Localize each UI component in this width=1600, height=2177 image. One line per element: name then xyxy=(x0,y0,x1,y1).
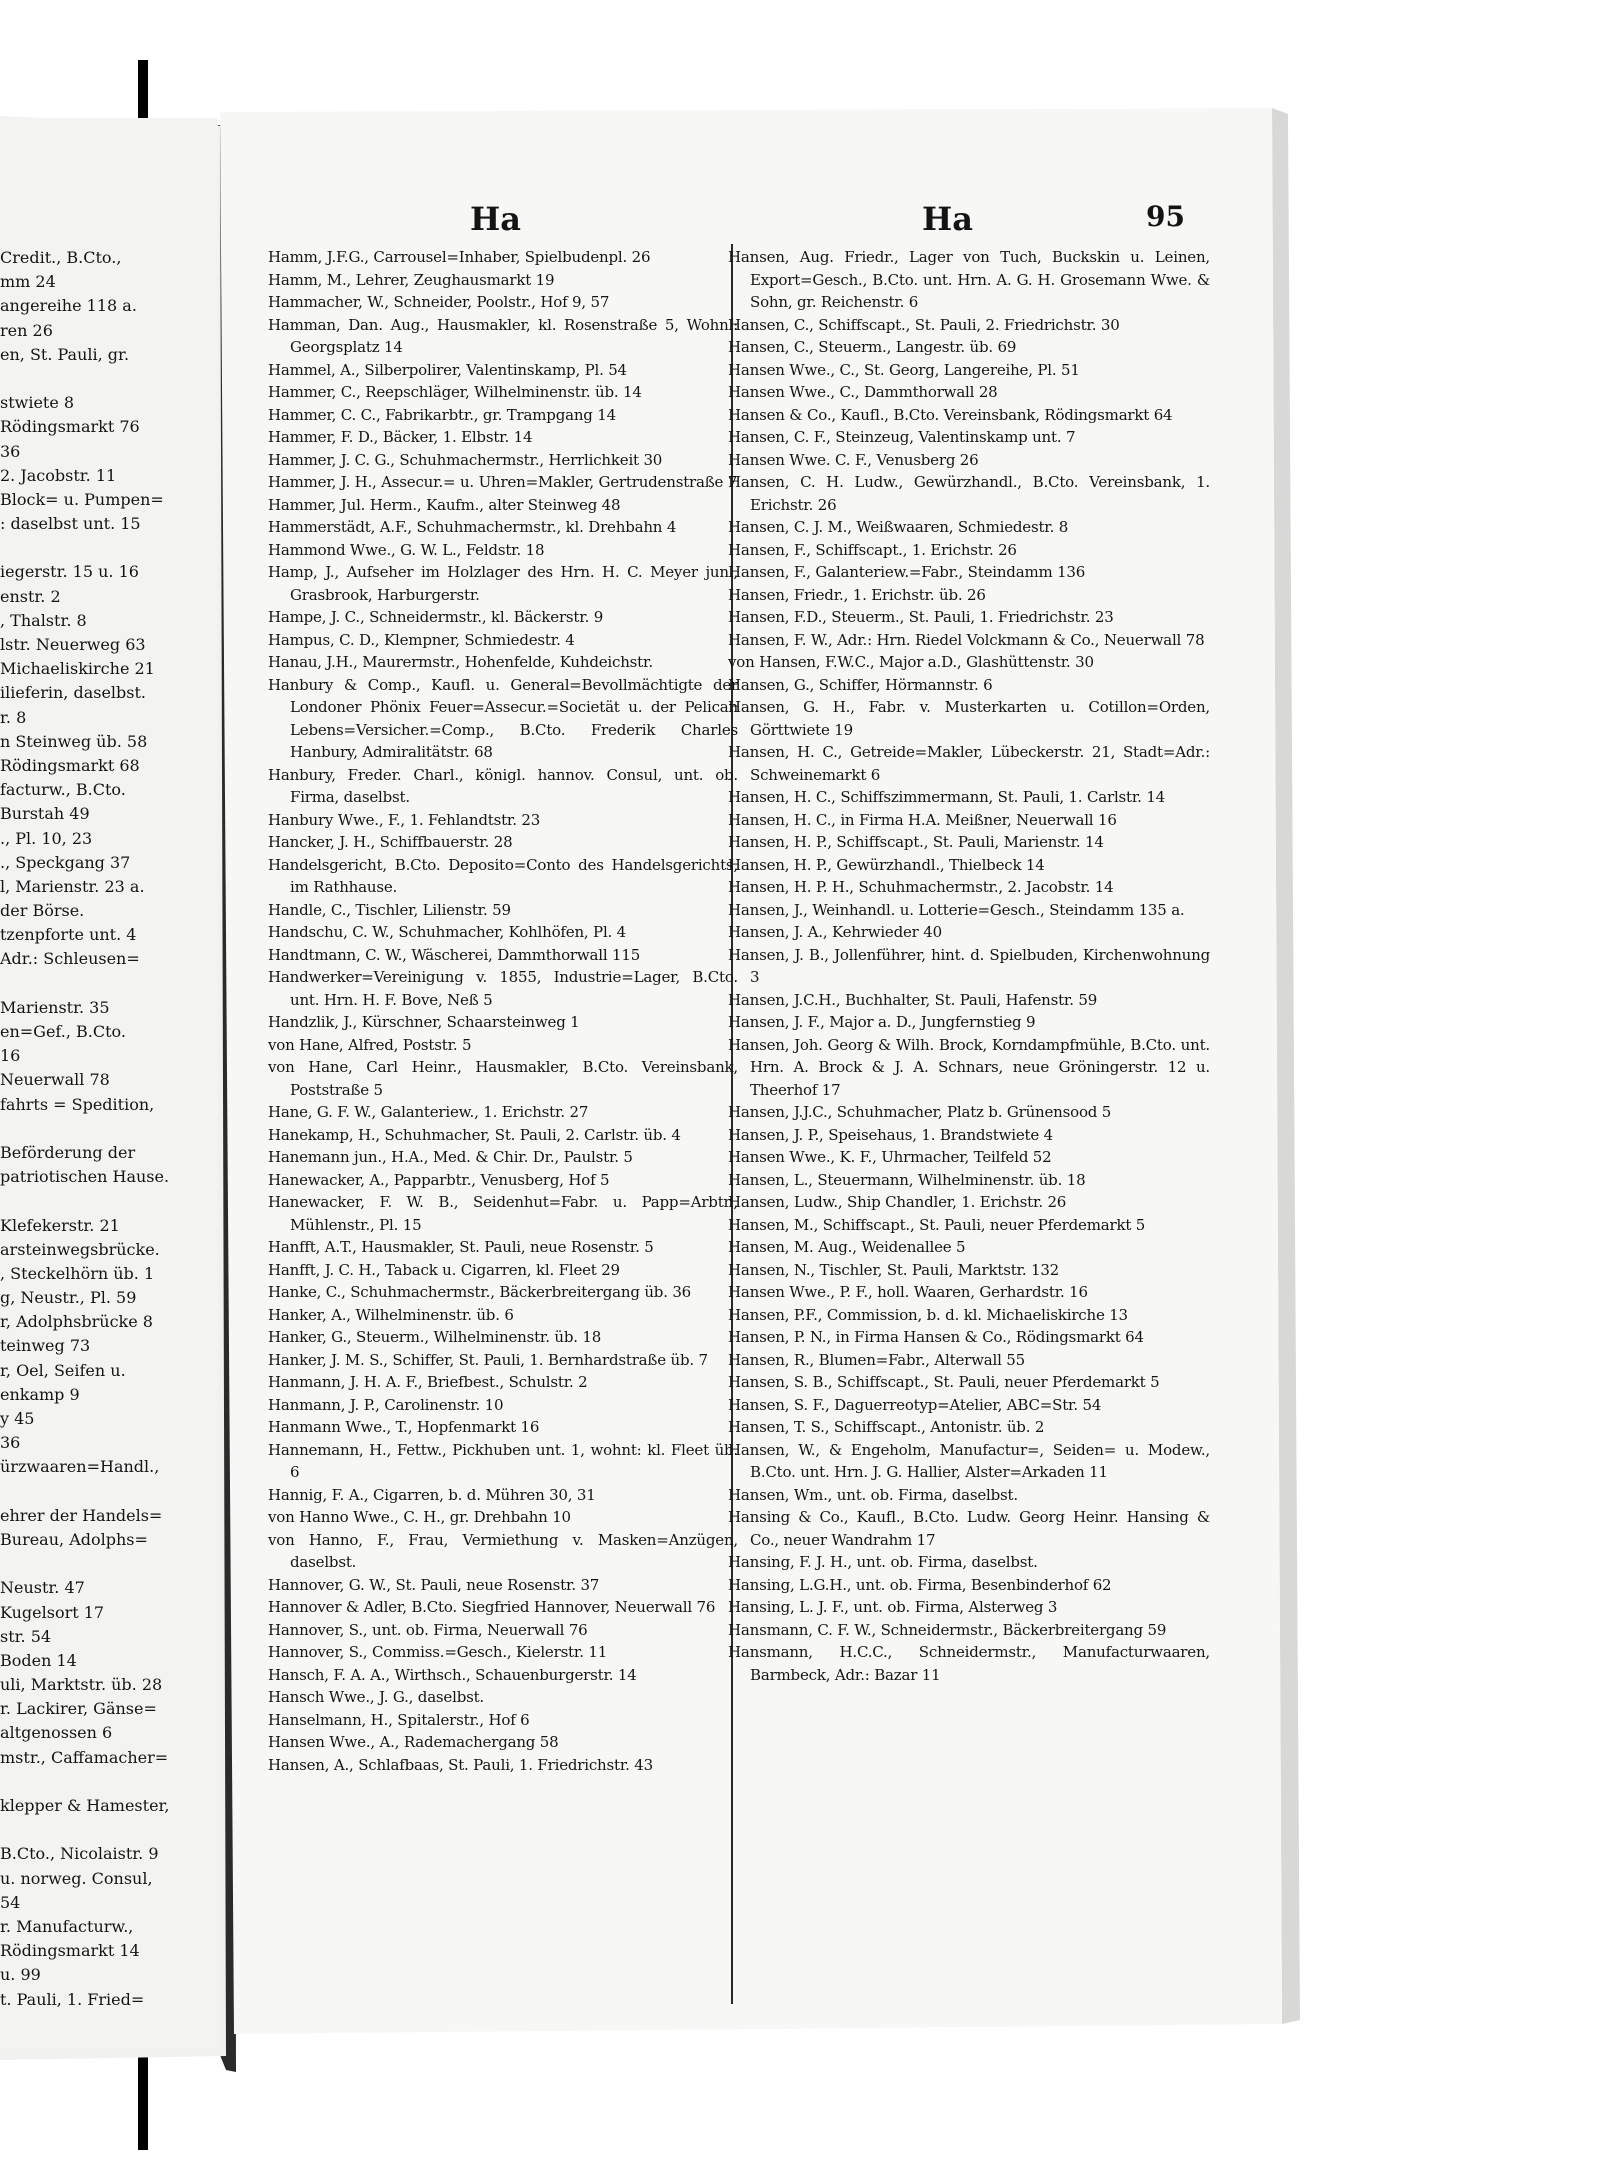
left-page-line: g, Neustr., Pl. 59 xyxy=(0,1288,137,1308)
directory-entry: Hansen, A., Schlafbaas, St. Pauli, 1. Friedrichstr. 43 xyxy=(268,1755,653,1774)
directory-entry: Hansen, R., Blumen=Fabr., Alterwall 55 xyxy=(728,1350,1025,1369)
directory-entry: Hanbury, Freder. Charl., königl. hannov. Consul, unt. ob. Firma, daselbst. xyxy=(268,765,738,806)
directory-entry: Hansen, J. F., Major a. D., Jungfernstieg 9 xyxy=(728,1013,1036,1031)
directory-entry: Hansing, F. J. H., unt. ob. Firma, daselbst. xyxy=(728,1553,1038,1571)
directory-entry: Hansen, H. C., Schiffszimmermann, St. Pauli, 1. Carlstr. 14 xyxy=(728,788,1166,806)
left-page-line: r, Oel, Seifen u. xyxy=(0,1360,126,1380)
directory-entry: Hansen, Friedr., 1. Erichstr. üb. 26 xyxy=(728,585,986,604)
directory-entry: Hammer, F. D., Bäcker, 1. Elbstr. 14 xyxy=(268,428,533,446)
directory-entry: Hansen, C., Schiffscapt., St. Pauli, 2. Friedrichstr. 30 xyxy=(728,315,1120,334)
left-page-line xyxy=(0,367,218,391)
directory-entry: Hansen, Aug. Friedr., Lager von Tuch, Buckskin u. Leinen, Export=Gesch., B.Cto. unt. Hrn. A. G. H. Grosemann Wwe. & Sohn, gr. Reichenstr. 6 xyxy=(728,248,1210,311)
directory-entry: Hancker, J. H., Schiffbauerstr. 28 xyxy=(268,833,513,851)
directory-entry: von Hanno Wwe., C. H., gr. Drehbahn 10 xyxy=(268,1508,571,1526)
directory-entry: Hannover, S., Commiss.=Gesch., Kielerstr. 11 xyxy=(268,1643,608,1661)
left-page-line: 16 xyxy=(0,1046,21,1066)
directory-entry: Hansen, N., Tischler, St. Pauli, Marktstr. 132 xyxy=(728,1260,1060,1279)
left-page-line: n Steinweg üb. 58 xyxy=(0,731,148,751)
left-page-line: Klefekerstr. 21 xyxy=(0,1215,120,1235)
directory-entry: Hanselmann, H., Spitalerstr., Hof 6 xyxy=(268,1710,530,1729)
directory-entry: Hansen, C. J. M., Weißwaaren, Schmiedestr. 8 xyxy=(728,518,1069,536)
left-page-line: altgenossen 6 xyxy=(0,1723,113,1743)
directory-entry: Hammel, A., Silberpolirer, Valentinskamp, Pl. 54 xyxy=(268,360,627,379)
left-page-line: r. 8 xyxy=(0,707,27,727)
directory-entry: Hansen Wwe., A., Rademachergang 58 xyxy=(268,1733,559,1751)
directory-entry: Hansen, Wm., unt. ob. Firma, daselbst. xyxy=(728,1485,1018,1504)
left-page-line: Michaeliskirche 21 xyxy=(0,659,155,679)
directory-entry: Hanau, J.H., Maurermstr., Hohenfelde, Kuhdeichstr. xyxy=(268,653,653,671)
left-page-line: , Thalstr. 8 xyxy=(0,610,87,630)
left-page-line: 54 xyxy=(0,1892,21,1912)
directory-entry: Hanker, J. M. S., Schiffer, St. Pauli, 1. Bernhardstraße üb. 7 xyxy=(268,1350,708,1369)
directory-entry: Hanfft, J. C. H., Taback u. Cigarren, kl. Fleet 29 xyxy=(268,1260,620,1279)
directory-entry: Hanewacker, F. W. B., Seidenhut=Fabr. u. Papp=Arbtr., Mühlenstr., Pl. 15 xyxy=(268,1193,738,1234)
left-page-line: mstr., Caffamacher= xyxy=(0,1747,169,1767)
left-page-line: Marienstr. 35 xyxy=(0,997,110,1017)
directory-entry: Hansen, P.F., Commission, b. d. kl. Michaeliskirche 13 xyxy=(728,1305,1128,1324)
left-page-line: Boden 14 xyxy=(0,1650,77,1670)
left-page-line: enstr. 2 xyxy=(0,586,61,606)
directory-entry: Hamm, J.F.G., Carrousel=Inhaber, Spielbudenpl. 26 xyxy=(268,248,651,266)
directory-entry: Hansen, H. P. H., Schuhmachermstr., 2. Jacobstr. 14 xyxy=(728,878,1114,896)
directory-column-left xyxy=(268,246,738,1776)
left-page-line: patriotischen Hause. xyxy=(0,1167,170,1187)
directory-entry: Hansing, L.G.H., unt. ob. Firma, Besenbinderhof 62 xyxy=(728,1575,1112,1594)
left-page-line: Beförderung der xyxy=(0,1142,136,1162)
left-page-line: y 45 xyxy=(0,1409,35,1428)
directory-entry: Hansen, G. H., Fabr. v. Musterkarten u. Cotillon=Orden, Görttwiete 19 xyxy=(728,698,1210,739)
left-page-fragment xyxy=(0,118,218,2048)
directory-entry: Hanemann jun., H.A., Med. & Chir. Dr., Paulstr. 5 xyxy=(268,1148,633,1166)
left-page-line: Adr.: Schleusen= xyxy=(0,949,140,969)
directory-entry: Hansen, M., Schiffscapt., St. Pauli, neuer Pferdemarkt 5 xyxy=(728,1215,1146,1234)
directory-entry: Hansen Wwe., C., Dammthorwall 28 xyxy=(728,383,998,401)
left-page-line: angereihe 118 a. xyxy=(0,296,137,316)
directory-entry: Hammer, J. H., Assecur.= u. Uhren=Makler, Gertrudenstraße 7 xyxy=(268,473,738,491)
left-page-line: 2. Jacobstr. 11 xyxy=(0,465,117,485)
directory-entry: Hansen, C. F., Steinzeug, Valentinskamp unt. 7 xyxy=(728,428,1076,446)
left-page-line: facturw., B.Cto. xyxy=(0,780,126,800)
left-page-line: Neustr. 47 xyxy=(0,1578,85,1598)
directory-entry: Handtmann, C. W., Wäscherei, Dammthorwall 115 xyxy=(268,945,641,964)
directory-entry: Hansen, H. C., in Firma H.A. Meißner, Neuerwall 16 xyxy=(728,810,1117,829)
left-page-lines xyxy=(0,246,218,2012)
directory-entry: Hansen, G., Schiffer, Hörmannstr. 6 xyxy=(728,675,993,694)
directory-entry: Hansen, W., & Engeholm, Manufactur=, Seiden= u. Modew., B.Cto. unt. Hrn. J. G. Hallier, Alster=Arkaden 11 xyxy=(728,1440,1210,1481)
left-page-line: u. norweg. Consul, xyxy=(0,1868,153,1888)
directory-entry: Hanmann, J. P., Carolinenstr. 10 xyxy=(268,1395,504,1414)
running-head-right: Ha xyxy=(922,200,973,238)
left-page-line: : daselbst unt. 15 xyxy=(0,514,141,534)
left-page-line: ., Pl. 10, 23 xyxy=(0,828,93,848)
directory-entry: von Hane, Alfred, Poststr. 5 xyxy=(268,1035,472,1054)
directory-entry: Hansen, F. W., Adr.: Hrn. Riedel Volckmann & Co., Neuerwall 78 xyxy=(728,630,1205,649)
directory-entry: Handle, C., Tischler, Lilienstr. 59 xyxy=(268,900,511,919)
left-page-line: Bureau, Adolphs= xyxy=(0,1529,148,1549)
left-page-line xyxy=(0,1552,218,1576)
directory-entry: Hansen, H. P., Gewürzhandl., Thielbeck 14 xyxy=(728,855,1045,874)
directory-entry: Hansen, F., Schiffscapt., 1. Erichstr. 26 xyxy=(728,540,1017,559)
directory-entry: Hanker, G., Steuerm., Wilhelminenstr. üb. 18 xyxy=(268,1328,602,1346)
left-page-line: Kugelsort 17 xyxy=(0,1602,105,1622)
directory-entry: Hanekamp, H., Schuhmacher, St. Pauli, 2. Carlstr. üb. 4 xyxy=(268,1125,681,1144)
left-page-line: fahrts = Spedition, xyxy=(0,1094,155,1114)
directory-entry: Hansen & Co., Kaufl., B.Cto. Vereinsbank, Rödingsmarkt 64 xyxy=(728,405,1173,424)
left-page-line: stwiete 8 xyxy=(0,393,75,413)
left-page-line: ren 26 xyxy=(0,320,53,340)
directory-entry: Hansen, F., Galanteriew.=Fabr., Steindamm 136 xyxy=(728,563,1086,581)
left-page-line xyxy=(0,1480,218,1504)
left-page-line: Rödingsmarkt 76 xyxy=(0,417,140,437)
directory-entry: Hanmann Wwe., T., Hopfenmarkt 16 xyxy=(268,1418,540,1436)
left-page-line: u. 99 xyxy=(0,1965,41,1985)
directory-entry: Hansen Wwe., C., St. Georg, Langereihe, Pl. 51 xyxy=(728,360,1080,379)
directory-entry: Hansmann, C. F. W., Schneidermstr., Bäckerbreitergang 59 xyxy=(728,1620,1167,1639)
directory-entry: Hansing, L. J. F., unt. ob. Firma, Alsterweg 3 xyxy=(728,1598,1058,1616)
directory-entry: Hanfft, A.T., Hausmakler, St. Pauli, neue Rosenstr. 5 xyxy=(268,1238,654,1256)
left-page-line: Block= u. Pumpen= xyxy=(0,489,164,509)
directory-entry: Hansen, J.C.H., Buchhalter, St. Pauli, Hafenstr. 59 xyxy=(728,990,1098,1009)
directory-entry: Handschu, C. W., Schuhmacher, Kohlhöfen, Pl. 4 xyxy=(268,923,627,941)
left-page-line: l, Marienstr. 23 a. xyxy=(0,876,145,896)
directory-entry: Hannover & Adler, B.Cto. Siegfried Hannover, Neuerwall 76 xyxy=(268,1598,716,1616)
left-page-line: tzenpforte unt. 4 xyxy=(0,925,137,945)
left-page-line: ilieferin, daselbst. xyxy=(0,683,146,703)
directory-entry: Handelsgericht, B.Cto. Deposito=Conto des Handelsgerichts, im Rathhause. xyxy=(268,855,738,896)
left-page-line: str. 54 xyxy=(0,1626,52,1646)
page-number: 95 xyxy=(1146,200,1185,233)
left-page-line: lstr. Neuerweg 63 xyxy=(0,635,146,654)
left-page-line: r. Lackirer, Gänse= xyxy=(0,1699,157,1719)
directory-entry: Hansen, F.D., Steuerm., St. Pauli, 1. Friedrichstr. 23 xyxy=(728,608,1114,626)
left-page-line xyxy=(0,1818,218,1842)
directory-entry: Hampe, J. C., Schneidermstr., kl. Bäckerstr. 9 xyxy=(268,608,604,626)
left-page-line: , Steckelhörn üb. 1 xyxy=(0,1263,155,1283)
directory-entry: Hansen, S. F., Daguerreotyp=Atelier, ABC=Str. 54 xyxy=(728,1395,1102,1414)
left-page-line: r. Manufacturw., xyxy=(0,1916,134,1936)
left-page-line: mm 24 xyxy=(0,272,56,292)
directory-entry: Hansen, H. C., Getreide=Makler, Lübeckerstr. 21, Stadt=Adr.: Schweinemarkt 6 xyxy=(728,743,1210,784)
directory-entry: Hansen, Joh. Georg & Wilh. Brock, Korndampfmühle, B.Cto. unt. Hrn. A. Brock & J. A. Schnars, neue Gröningerstr. 12 u. Theerhof 17 xyxy=(728,1035,1210,1099)
left-page-line: B.Cto., Nicolaistr. 9 xyxy=(0,1844,159,1864)
directory-entry: Hammerstädt, A.F., Schuhmachermstr., kl. Drehbahn 4 xyxy=(268,518,677,536)
directory-entry: Hamm, M., Lehrer, Zeughausmarkt 19 xyxy=(268,270,555,289)
left-page-line: ehrer der Handels= xyxy=(0,1505,163,1525)
left-page-line: enkamp 9 xyxy=(0,1384,80,1404)
left-page-line: iegerstr. 15 u. 16 xyxy=(0,562,139,582)
directory-entry: Hansen, J., Weinhandl. u. Lotterie=Gesch., Steindamm 135 a. xyxy=(728,900,1185,919)
directory-entry: Hansen, J. P., Speisehaus, 1. Brandstwiete 4 xyxy=(728,1125,1053,1144)
directory-entry: Hansen, J. A., Kehrwieder 40 xyxy=(728,923,942,941)
directory-entry: Hansen Wwe., K. F., Uhrmacher, Teilfeld 52 xyxy=(728,1148,1052,1166)
directory-entry: Hanmann, J. H. A. F., Briefbest., Schulstr. 2 xyxy=(268,1373,588,1391)
left-page-line xyxy=(0,972,218,996)
directory-entry: Hansen, J. B., Jollenführer, hint. d. Spielbuden, Kirchenwohnung 3 xyxy=(728,945,1210,986)
left-page-line: teinweg 73 xyxy=(0,1336,91,1356)
directory-column-right xyxy=(728,246,1210,1686)
left-page-line xyxy=(0,1189,218,1213)
directory-entry: Hammer, C. C., Fabrikarbtr., gr. Trampgang 14 xyxy=(268,405,616,424)
directory-entry: Handzlik, J., Kürschner, Schaarsteinweg 1 xyxy=(268,1013,580,1031)
left-page-line: 36 xyxy=(0,1433,21,1453)
directory-entry: Hammer, Jul. Herm., Kaufm., alter Steinweg 48 xyxy=(268,495,621,514)
left-page-line: ., Speckgang 37 xyxy=(0,852,131,872)
left-page-line: ürzwaaren=Handl., xyxy=(0,1457,160,1477)
left-page-line: r, Adolphsbrücke 8 xyxy=(0,1312,153,1332)
left-page-line: Burstah 49 xyxy=(0,804,90,824)
left-page-line xyxy=(0,1770,218,1794)
directory-entry: Hansen, H. P., Schiffscapt., St. Pauli, Marienstr. 14 xyxy=(728,833,1104,851)
directory-entry: Hansmann, H.C.C., Schneidermstr., Manufacturwaaren, Barmbeck, Adr.: Bazar 11 xyxy=(728,1643,1210,1684)
directory-entry: Hamman, Dan. Aug., Hausmakler, kl. Rosenstraße 5, Wohn.: Georgsplatz 14 xyxy=(268,315,738,356)
directory-entry: Hanbury Wwe., F., 1. Fehlandtstr. 23 xyxy=(268,810,541,829)
left-page-line: Neuerwall 78 xyxy=(0,1070,110,1090)
directory-entry: Hanewacker, A., Papparbtr., Venusberg, Hof 5 xyxy=(268,1170,610,1189)
left-page-line: arsteinwegsbrücke. xyxy=(0,1239,160,1259)
directory-entry: Hampus, C. D., Klempner, Schmiedestr. 4 xyxy=(268,630,575,649)
directory-entry: Hammer, C., Reepschläger, Wilhelminenstr. üb. 14 xyxy=(268,383,642,401)
left-page-line: t. Pauli, 1. Fried= xyxy=(0,1989,145,2009)
directory-entry: Hane, G. F. W., Galanteriew., 1. Erichstr. 27 xyxy=(268,1103,589,1121)
directory-entry: Hannover, G. W., St. Pauli, neue Rosenstr. 37 xyxy=(268,1575,600,1594)
directory-entry: Hansch, F. A. A., Wirthsch., Schauenburgerstr. 14 xyxy=(268,1665,637,1684)
left-page-line xyxy=(0,536,218,560)
directory-entry: Hansen, L., Steuermann, Wilhelminenstr. üb. 18 xyxy=(728,1170,1086,1189)
directory-entry: Hansen, C. H. Ludw., Gewürzhandl., B.Cto. Vereinsbank, 1. Erichstr. 26 xyxy=(728,473,1210,514)
directory-entry: Hansen, M. Aug., Weidenallee 5 xyxy=(728,1238,966,1256)
left-page-line: en, St. Pauli, gr. xyxy=(0,344,130,364)
directory-entry: Hansen Wwe. C. F., Venusberg 26 xyxy=(728,450,979,469)
directory-entry: Hannover, S., unt. ob. Firma, Neuerwall 76 xyxy=(268,1620,588,1639)
directory-entry: Hansch Wwe., J. G., daselbst. xyxy=(268,1688,484,1706)
directory-entry: Hammer, J. C. G., Schuhmachermstr., Herrlichkeit 30 xyxy=(268,450,663,469)
directory-entry: Hammacher, W., Schneider, Poolstr., Hof 9, 57 xyxy=(268,293,610,311)
directory-entry: Hansen, S. B., Schiffscapt., St. Pauli, neuer Pferdemarkt 5 xyxy=(728,1373,1160,1391)
directory-entry: Hanbury & Comp., Kaufl. u. General=Bevollmächtigte der Londoner Phönix Feuer=Assecur.=Societät u. der Pelican Lebens=Versicher.=Comp., B.Cto. Frederik Charles Hanbury, Admiralitätstr. 68 xyxy=(268,675,738,761)
directory-entry: Hansen, P. N., in Firma Hansen & Co., Rödingsmarkt 64 xyxy=(728,1328,1144,1346)
left-page-line: 36 xyxy=(0,441,21,461)
directory-entry: Handwerker=Vereinigung v. 1855, Industrie=Lager, B.Cto. unt. Hrn. H. F. Bove, Neß 5 xyxy=(268,968,738,1009)
directory-entry: Hansen, Ludw., Ship Chandler, 1. Erichstr. 26 xyxy=(728,1193,1067,1211)
directory-entry: von Hansen, F.W.C., Major a.D., Glashüttenstr. 30 xyxy=(728,653,1094,671)
left-page-line: en=Gef., B.Cto. xyxy=(0,1022,126,1041)
directory-entry: Hansen, J.J.C., Schuhmacher, Platz b. Grünensood 5 xyxy=(728,1103,1112,1121)
directory-entry: Hanker, A., Wilhelminenstr. üb. 6 xyxy=(268,1305,514,1324)
directory-entry: Hansen, C., Steuerm., Langestr. üb. 69 xyxy=(728,338,1017,356)
directory-entry: Hamp, J., Aufseher im Holzlager des Hrn. H. C. Meyer jun., Grasbrook, Harburgerstr. xyxy=(268,563,738,604)
left-page-line: Rödingsmarkt 68 xyxy=(0,755,140,775)
directory-entry: von Hanno, F., Frau, Vermiethung v. Masken=Anzügen, daselbst. xyxy=(268,1530,738,1571)
left-page-line xyxy=(0,1117,218,1141)
running-head-left: Ha xyxy=(470,200,521,238)
directory-entry: Hansen Wwe., P. F., holl. Waaren, Gerhardstr. 16 xyxy=(728,1283,1088,1301)
directory-entry: Hansing & Co., Kaufl., B.Cto. Ludw. Georg Heinr. Hansing & Co., neuer Wandrahm 17 xyxy=(728,1508,1210,1549)
directory-entry: Hannemann, H., Fettw., Pickhuben unt. 1, wohnt: kl. Fleet üb. 6 xyxy=(268,1440,738,1481)
directory-entry: Hammond Wwe., G. W. L., Feldstr. 18 xyxy=(268,540,545,559)
directory-entry: von Hane, Carl Heinr., Hausmakler, B.Cto. Vereinsbank, Poststraße 5 xyxy=(268,1058,738,1099)
left-page-line: der Börse. xyxy=(0,901,85,921)
left-page-line: Rödingsmarkt 14 xyxy=(0,1941,140,1961)
left-page-line: klepper & Hamester, xyxy=(0,1796,170,1815)
directory-entry: Hansen, T. S., Schiffscapt., Antonistr. üb. 2 xyxy=(728,1418,1045,1436)
left-page-line: Credit., B.Cto., xyxy=(0,248,122,267)
directory-entry: Hanke, C., Schuhmachermstr., Bäckerbreitergang üb. 36 xyxy=(268,1283,692,1301)
directory-entry: Hannig, F. A., Cigarren, b. d. Mühren 30, 31 xyxy=(268,1485,596,1504)
left-page-line: uli, Marktstr. üb. 28 xyxy=(0,1675,163,1695)
